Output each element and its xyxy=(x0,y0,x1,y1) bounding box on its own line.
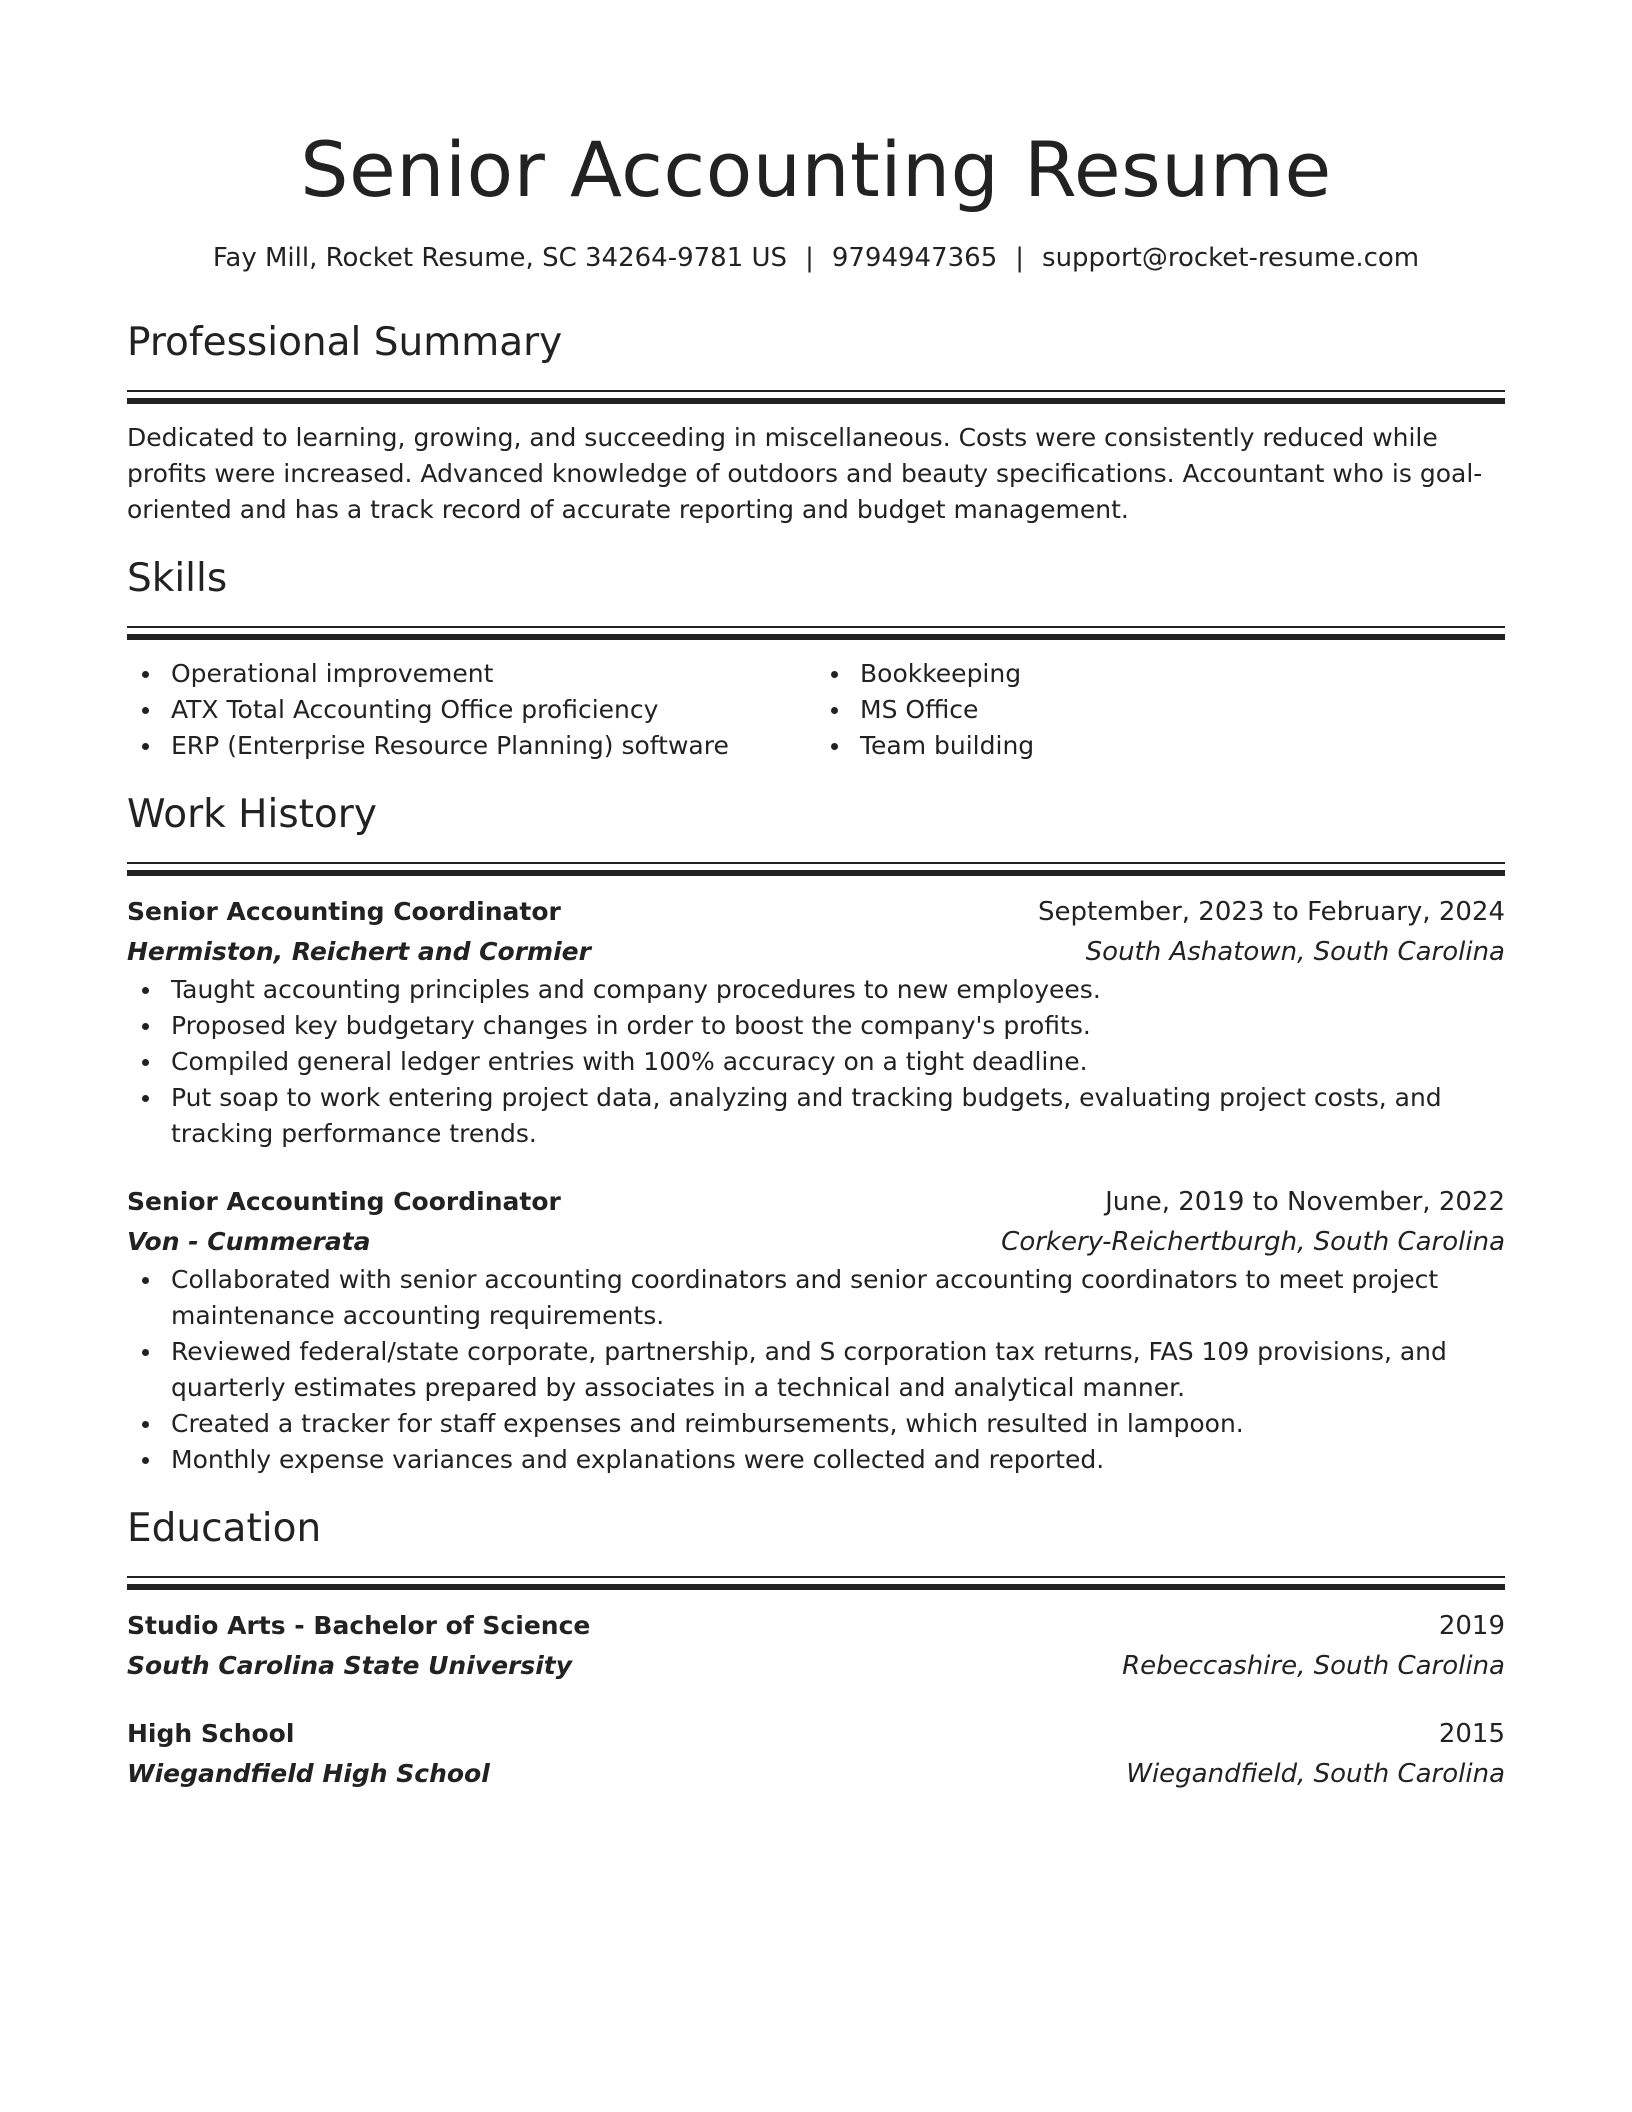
education-entry xyxy=(127,1606,1505,1686)
work-section xyxy=(127,790,1505,1478)
job-entry xyxy=(127,1182,1505,1478)
education-location: Rebeccashire, South Carolina xyxy=(1122,1651,1505,1681)
skills-list-right xyxy=(816,656,1505,764)
skill-item: ATX Total Accounting Office proficiency xyxy=(127,692,816,728)
job-bullet: Collaborated with senior accounting coordinators and senior accounting coordinators to meet project maintenance accounting requirements. xyxy=(127,1262,1505,1334)
education-degree: Studio Arts - Bachelor of Science xyxy=(127,1611,591,1640)
skills-list-left xyxy=(127,656,816,764)
job-bullet: Proposed key budgetary changes in order to boost the company's profits. xyxy=(127,1008,1505,1044)
skill-item: Team building xyxy=(816,728,1505,764)
education-header-row xyxy=(127,1606,1505,1646)
education-location: Wiegandfield, South Carolina xyxy=(1126,1759,1505,1789)
job-company: Von - Cummerata xyxy=(127,1227,371,1256)
job-dates: September, 2023 to February, 2024 xyxy=(1038,897,1505,927)
job-bullets xyxy=(127,972,1505,1152)
job-entry xyxy=(127,892,1505,1152)
education-header-row xyxy=(127,1714,1505,1754)
job-org-row xyxy=(127,932,1505,972)
education-section xyxy=(127,1504,1505,1794)
skill-item: Operational improvement xyxy=(127,656,816,692)
contact-line xyxy=(127,240,1505,276)
section-divider xyxy=(127,626,1505,640)
education-school: South Carolina State University xyxy=(127,1651,573,1680)
skills-heading: Skills xyxy=(127,556,228,601)
job-bullet: Monthly expense variances and explanations were collected and reported. xyxy=(127,1442,1505,1478)
education-heading: Education xyxy=(127,1506,322,1551)
job-title: Senior Accounting Coordinator xyxy=(127,897,561,926)
education-school-row xyxy=(127,1754,1505,1794)
job-company: Hermiston, Reichert and Cormier xyxy=(127,937,591,966)
section-divider xyxy=(127,390,1505,404)
education-degree: High School xyxy=(127,1719,295,1748)
skills-grid xyxy=(127,656,1505,764)
education-year: 2019 xyxy=(1438,1611,1505,1641)
skill-item: MS Office xyxy=(816,692,1505,728)
summary-text: Dedicated to learning, growing, and succeeding in miscellaneous. Costs were consistently reduced while profits were increased. Advanced knowledge of outdoors and beauty specifications. Accountant who is goal-oriented and has a track record of accurate reporting and budget management. xyxy=(127,423,1483,524)
work-heading: Work History xyxy=(127,792,377,837)
contact-separator: | xyxy=(805,243,814,273)
contact-phone: 9794947365 xyxy=(831,243,998,273)
job-header-row xyxy=(127,892,1505,932)
summary-section xyxy=(127,318,1505,528)
summary-heading: Professional Summary xyxy=(127,320,563,365)
skill-item: Bookkeeping xyxy=(816,656,1505,692)
job-bullet: Created a tracker for staff expenses and reimbursements, which resulted in lampoon. xyxy=(127,1406,1505,1442)
education-year: 2015 xyxy=(1438,1719,1505,1749)
job-org-row xyxy=(127,1222,1505,1262)
job-bullet: Taught accounting principles and company procedures to new employees. xyxy=(127,972,1505,1008)
education-entry xyxy=(127,1714,1505,1794)
contact-address: Fay Mill, Rocket Resume, SC 34264-9781 US xyxy=(212,243,788,273)
section-divider xyxy=(127,1576,1505,1590)
job-bullets xyxy=(127,1262,1505,1478)
job-header-row xyxy=(127,1182,1505,1222)
resume-title: Senior Accounting Resume xyxy=(300,125,1332,214)
job-location: South Ashatown, South Carolina xyxy=(1085,937,1505,967)
education-school-row xyxy=(127,1646,1505,1686)
section-divider xyxy=(127,862,1505,876)
skill-item: ERP (Enterprise Resource Planning) software xyxy=(127,728,816,764)
job-bullet: Put soap to work entering project data, analyzing and tracking budgets, evaluating project costs, and tracking performance trends. xyxy=(127,1080,1505,1152)
job-location: Corkery-Reichertburgh, South Carolina xyxy=(1001,1227,1505,1257)
skills-section xyxy=(127,554,1505,764)
job-bullet: Compiled general ledger entries with 100% accuracy on a tight deadline. xyxy=(127,1044,1505,1080)
contact-separator: | xyxy=(1015,243,1025,273)
job-dates: June, 2019 to November, 2022 xyxy=(1105,1187,1505,1217)
job-bullet: Reviewed federal/state corporate, partnership, and S corporation tax returns, FAS 109 provisions, and quarterly estimates prepared by associates in a technical and analytical manner. xyxy=(127,1334,1505,1406)
contact-email: support@rocket-resume.com xyxy=(1042,243,1420,273)
education-school: Wiegandfield High School xyxy=(127,1759,490,1788)
job-title: Senior Accounting Coordinator xyxy=(127,1187,561,1216)
